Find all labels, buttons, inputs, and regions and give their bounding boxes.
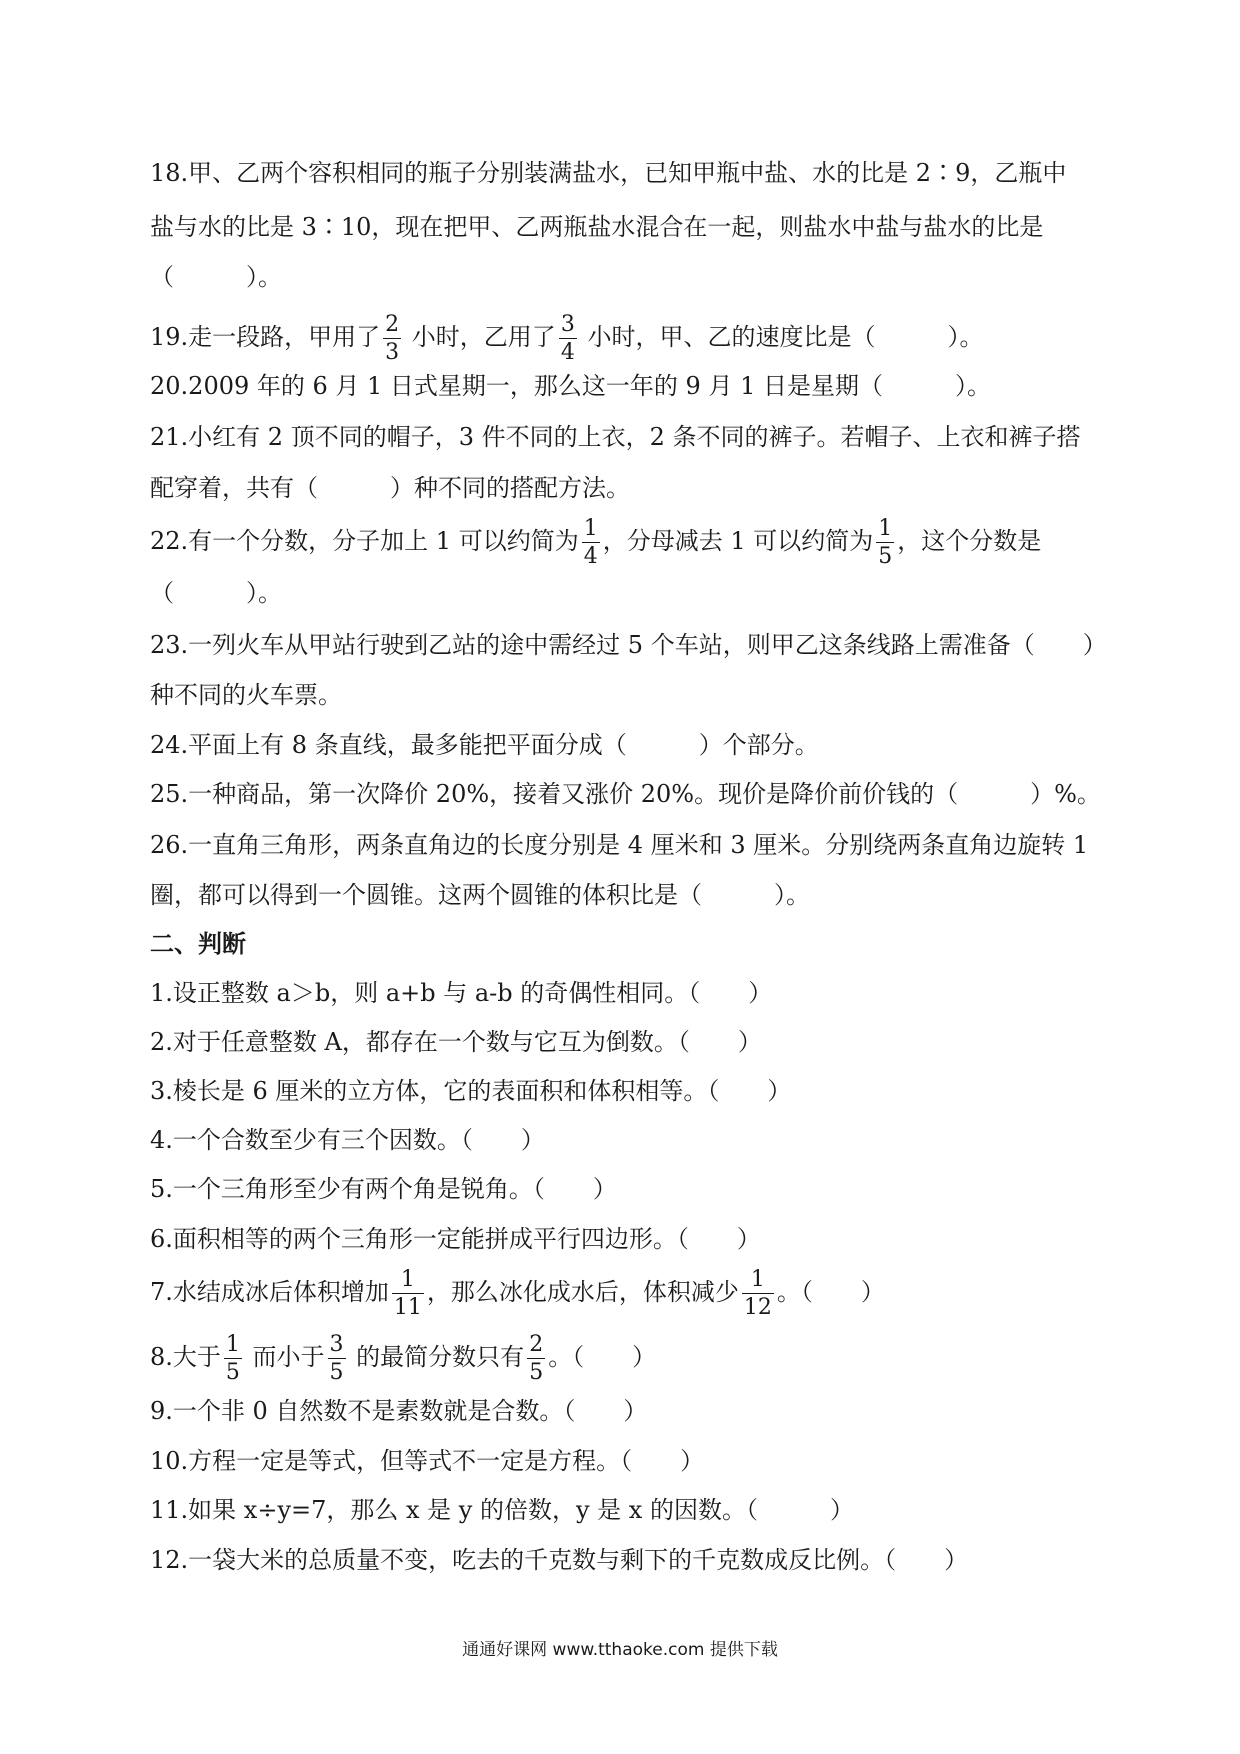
judgement-7-text-2: ，那么冰化成水后，体积减少 [426, 1278, 739, 1306]
judgement-8-text-3: 的最简分数只有 [348, 1343, 525, 1371]
judgement-8-text-1: 8.大于 [150, 1343, 221, 1371]
judgement-8-text-2: 而小于 [244, 1343, 325, 1371]
question-26-line-2: 圈，都可以得到一个圆锥。这两个圆锥的体积比是（ ）。 [150, 881, 810, 909]
question-22-line-1 [150, 516, 1041, 568]
judgement-10: 10.方程一定是等式，但等式不一定是方程。（ ） [150, 1447, 705, 1475]
question-21-line-2: 配穿着，共有（ ）种不同的搭配方法。 [150, 474, 630, 502]
question-23-line-2: 种不同的火车票。 [150, 681, 342, 709]
question-19 [150, 312, 983, 364]
judgement-7 [150, 1267, 885, 1319]
judgement-7-text-1: 7.水结成冰后体积增加 [150, 1278, 389, 1306]
fraction-3-5: $\frac{3}{5}$ [329, 1331, 344, 1385]
fraction-1-4: $\frac{1}{4}$ [583, 515, 598, 569]
judgement-7-text-3: 。（ ） [776, 1278, 885, 1306]
question-24: 24.平面上有 8 条直线，最多能把平面分成（ ）个部分。 [150, 731, 819, 759]
fraction-1-12: $\frac{1}{12}$ [743, 1266, 772, 1320]
fraction-1-5: $\frac{1}{5}$ [878, 515, 893, 569]
judgement-12: 12.一袋大米的总质量不变，吃去的千克数与剩下的千克数成反比例。（ ） [150, 1546, 969, 1574]
fraction-3-4: $\frac{3}{4}$ [560, 311, 575, 365]
section-title-judgement: 二、判断 [150, 929, 246, 958]
fraction-1-11: $\frac{1}{11}$ [393, 1266, 422, 1320]
question-25: 25.一种商品，第一次降价 20%，接着又涨价 20%。现价是降价前价钱的（ ）%。 [150, 780, 1101, 808]
fraction-2-5: $\frac{2}{5}$ [529, 1331, 544, 1385]
question-18-line-2: 盐与水的比是 3∶10，现在把甲、乙两瓶盐水混合在一起，则盐水中盐与盐水的比是 [150, 213, 1044, 241]
fraction-1-5: $\frac{1}{5}$ [225, 1331, 240, 1385]
judgement-9: 9.一个非 0 自然数不是素数就是合数。（ ） [150, 1397, 648, 1425]
question-22-line-2: （ ）。 [150, 579, 282, 607]
question-18-line-1: 18.甲、乙两个容积相同的瓶子分别装满盐水，已知甲瓶中盐、水的比是 2∶9，乙瓶中 [150, 159, 1067, 187]
judgement-4: 4.一个合数至少有三个因数。（ ） [150, 1126, 545, 1154]
question-26-line-1: 26.一直角三角形，两条直角边的长度分别是 4 厘米和 3 厘米。分别绕两条直角边旋转 1 [150, 831, 1089, 859]
question-22-text-3: ，这个分数是 [897, 527, 1042, 555]
question-22-text-1: 22.有一个分数，分子加上 1 可以约简为 [150, 527, 579, 555]
question-19-text-2: 小时，乙用了 [404, 323, 556, 351]
judgement-8 [150, 1332, 656, 1384]
question-23-line-1: 23.一列火车从甲站行驶到乙站的途中需经过 5 个车站，则甲乙这条线路上需准备（ ） [150, 631, 1107, 659]
judgement-8-text-4: 。（ ） [548, 1343, 657, 1371]
question-18-line-3: （ ）。 [150, 263, 282, 291]
question-21-line-1: 21.小红有 2 顶不同的帽子，3 件不同的上衣，2 条不同的裤子。若帽子、上衣和裤子搭 [150, 423, 1081, 451]
judgement-2: 2.对于任意整数 A，都存在一个数与它互为倒数。（ ） [150, 1028, 762, 1056]
question-19-text-1: 19.走一段路，甲用了 [150, 323, 381, 351]
judgement-5: 5.一个三角形至少有两个角是锐角。（ ） [150, 1175, 617, 1203]
question-19-text-3: 小时，甲、乙的速度比是（ ）。 [579, 323, 984, 351]
judgement-11: 11.如果 x÷y=7，那么 x 是 y 的倍数，y 是 x 的因数。（ ） [150, 1496, 854, 1524]
question-22-text-2: ，分母减去 1 可以约简为 [602, 527, 874, 555]
judgement-6: 6.面积相等的两个三角形一定能拼成平行四边形。（ ） [150, 1225, 761, 1253]
question-20: 20.2009 年的 6 月 1 日式星期一，那么这一年的 9 月 1 日是星期（ ）。 [150, 372, 991, 400]
page-footer: 通通好课网 www.tthaoke.com 提供下载 [462, 1640, 778, 1660]
judgement-1: 1.设正整数 a＞b，则 a+b 与 a-b 的奇偶性相同。（ ） [150, 979, 773, 1007]
judgement-3: 3.棱长是 6 厘米的立方体，它的表面积和体积相等。（ ） [150, 1077, 792, 1105]
fraction-2-3: $\frac{2}{3}$ [385, 311, 400, 365]
